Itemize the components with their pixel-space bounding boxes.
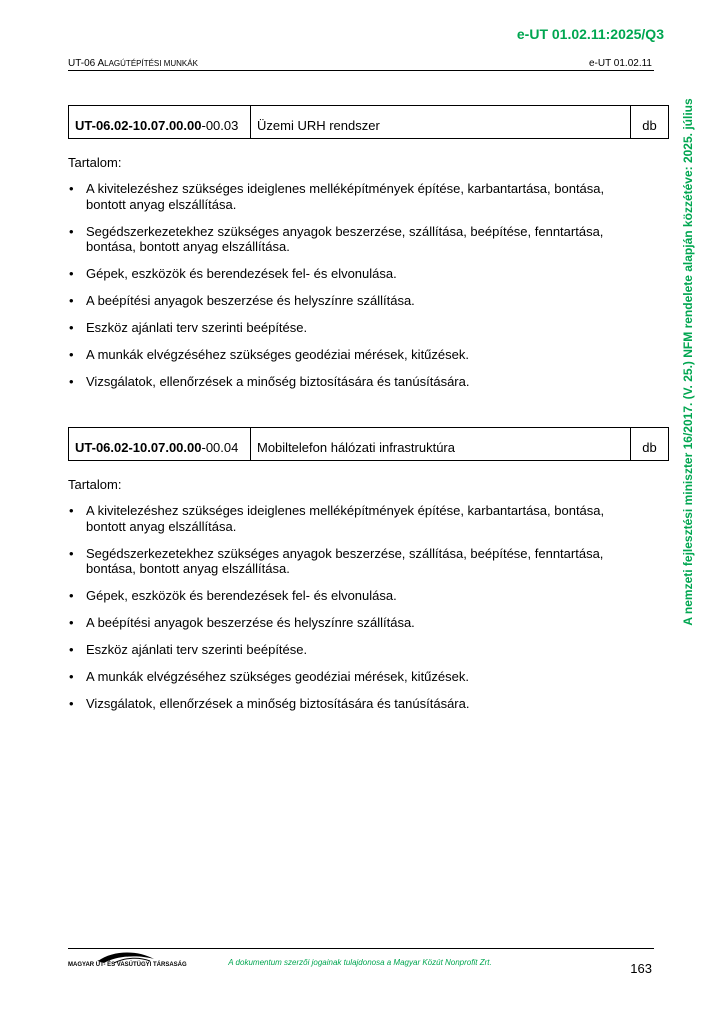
content-label: Tartalom: [68, 477, 122, 492]
bullet-icon: • [69, 223, 74, 239]
item-name: Mobiltelefon hálózati infrastruktúra [257, 440, 455, 455]
bullet-icon: • [69, 374, 74, 389]
bullet-icon: • [69, 696, 74, 711]
header-chapter-rest: LAGÚTÉPÍTÉSI MUNKÁK [104, 59, 198, 68]
list-item-text: Segédszerkezetekhez szükséges anyagok beszerzése, szállítása, beépítése, fenntartása, bontása, bontott anyag elszállítása. [86, 223, 604, 254]
bullet-icon: • [69, 669, 74, 684]
item-code-suffix: -00.03 [201, 118, 239, 133]
item-header-table [68, 105, 669, 139]
footer-divider [68, 948, 654, 949]
bullet-icon: • [69, 588, 74, 603]
list-item-text: Segédszerkezetekhez szükséges anyagok beszerzése, szállítása, beépítése, fenntartása, bontása, bontott anyag elszállítása. [86, 545, 604, 576]
list-item [68, 696, 628, 712]
list-item [68, 293, 628, 309]
header-doc-ref: e-UT 01.02.11 [588, 58, 652, 69]
item-code [69, 428, 251, 460]
list-item-text: A kivitelezéshez szükséges ideiglenes melléképítmények építése, karbantartása, bontása, bontott anyag elszállítása. [86, 503, 605, 534]
list-item [68, 588, 628, 604]
list-item-text: A beépítési anyagok beszerzése és helyszínre szállítása. [86, 293, 415, 308]
bullet-icon: • [69, 320, 74, 335]
item-code-suffix: -00.04 [201, 440, 239, 455]
header-chapter-prefix: UT-06 A [68, 58, 105, 69]
item-code-bold: UT-06.02-10.07.00.00 [75, 440, 202, 455]
list-item-text: Gépek, eszközök és berendezések fel- és elvonulása. [86, 588, 397, 603]
bullet-icon: • [69, 293, 74, 308]
header-chapter [68, 58, 198, 69]
bullet-icon: • [69, 181, 74, 196]
list-item [68, 347, 628, 363]
item-header-table [68, 427, 669, 461]
list-item-text: A beépítési anyagok beszerzése és helyszínre szállítása. [86, 615, 415, 630]
bullet-icon: • [69, 615, 74, 630]
list-item-text: Eszköz ajánlati terv szerinti beépítése. [86, 320, 308, 335]
list-item [68, 374, 628, 390]
bullet-icon: • [69, 545, 74, 561]
bullet-icon: • [69, 642, 74, 657]
list-item-text: Gépek, eszközök és berendezések fel- és elvonulása. [86, 266, 397, 281]
list-item [68, 266, 628, 282]
content-list [68, 503, 628, 723]
list-item [68, 503, 628, 534]
item-unit: db [630, 428, 668, 460]
copyright-note: A dokumentum szerzői jogainak tulajdonosa a Magyar Közút Nonprofit Zrt. [228, 958, 492, 967]
bullet-icon: • [69, 266, 74, 281]
bullet-icon: • [69, 503, 74, 518]
list-item [68, 320, 628, 336]
list-item-text: A munkák elvégzéséhez szükséges geodéziai mérések, kitűzések. [86, 669, 469, 684]
list-item [68, 224, 628, 255]
page-number: 163 [630, 961, 652, 976]
list-item [68, 615, 628, 631]
document-code: e-UT 01.02.11:2025/Q3 [516, 26, 664, 42]
list-item-text: Eszköz ajánlati terv szerinti beépítése. [86, 642, 308, 657]
item-code-bold: UT-06.02-10.07.00.00 [75, 118, 202, 133]
list-item-text: Vizsgálatok, ellenőrzések a minőség biztosítására és tanúsítására. [86, 696, 470, 711]
list-item [68, 669, 628, 685]
bullet-icon: • [69, 347, 74, 362]
list-item [68, 181, 628, 212]
content-list [68, 181, 628, 401]
content-label: Tartalom: [68, 155, 122, 170]
item-code [69, 106, 251, 138]
list-item-text: Vizsgálatok, ellenőrzések a minőség biztosítására és tanúsítására. [86, 374, 470, 389]
item-name: Üzemi URH rendszer [257, 118, 380, 133]
list-item-text: A kivitelezéshez szükséges ideiglenes melléképítmények építése, karbantartása, bontása, bontott anyag elszállítása. [86, 181, 605, 212]
side-note-text: A nemzeti fejlesztési miniszter 16/2017. (V. 25.) NFM rendelete alapján közzétéve: 2025. július [681, 98, 695, 626]
list-item [68, 546, 628, 577]
list-item-text: A munkák elvégzéséhez szükséges geodéziai mérések, kitűzések. [86, 347, 469, 362]
list-item [68, 642, 628, 658]
item-unit: db [630, 106, 668, 138]
header-divider [68, 70, 654, 71]
organization-logo-text: MAGYAR ÚT- ÉS VASÚTÜGYI TÁRSASÁG [68, 962, 187, 968]
